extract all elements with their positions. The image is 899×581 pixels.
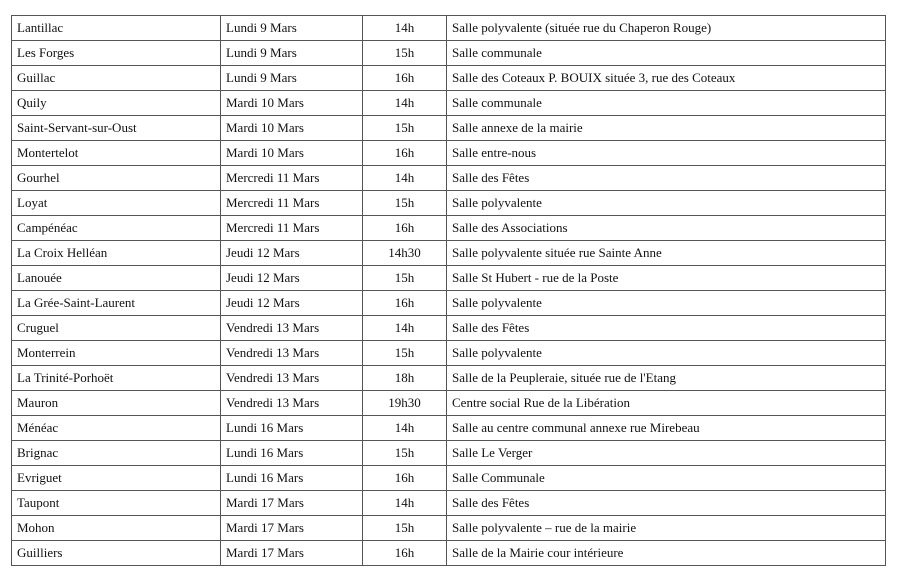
time-cell: 14h30 [363,241,447,266]
time-cell: 15h [363,341,447,366]
table-row [12,441,886,466]
commune-cell: Guilliers [12,541,221,566]
date-cell: Mercredi 11 Mars [221,216,363,241]
commune-cell: La Trinité-Porhoët [12,366,221,391]
commune-cell: Mohon [12,516,221,541]
table-row [12,366,886,391]
date-cell: Lundi 9 Mars [221,16,363,41]
date-cell: Mardi 10 Mars [221,116,363,141]
place-cell: Salle polyvalente [447,341,886,366]
time-cell: 14h [363,91,447,116]
table-row [12,216,886,241]
table-row [12,16,886,41]
table-row [12,91,886,116]
place-cell: Salle polyvalente située rue Sainte Anne [447,241,886,266]
commune-cell: Campénéac [12,216,221,241]
date-cell: Vendredi 13 Mars [221,316,363,341]
table-row [12,191,886,216]
time-cell: 14h [363,316,447,341]
document-page [11,15,886,566]
place-cell: Salle des Associations [447,216,886,241]
table-row [12,241,886,266]
commune-cell: La Croix Helléan [12,241,221,266]
date-cell: Jeudi 12 Mars [221,241,363,266]
date-cell: Lundi 16 Mars [221,466,363,491]
meetings-table-body [12,16,886,566]
place-cell: Salle polyvalente – rue de la mairie [447,516,886,541]
date-cell: Mardi 10 Mars [221,91,363,116]
commune-cell: Guillac [12,66,221,91]
table-row [12,141,886,166]
table-row [12,41,886,66]
time-cell: 16h [363,291,447,316]
table-row [12,291,886,316]
date-cell: Mardi 17 Mars [221,491,363,516]
time-cell: 14h [363,491,447,516]
date-cell: Vendredi 13 Mars [221,366,363,391]
date-cell: Mercredi 11 Mars [221,191,363,216]
place-cell: Salle St Hubert - rue de la Poste [447,266,886,291]
date-cell: Jeudi 12 Mars [221,266,363,291]
place-cell: Salle polyvalente [447,291,886,316]
date-cell: Lundi 16 Mars [221,441,363,466]
place-cell: Salle entre-nous [447,141,886,166]
place-cell: Salle polyvalente [447,191,886,216]
time-cell: 16h [363,141,447,166]
time-cell: 18h [363,366,447,391]
time-cell: 15h [363,516,447,541]
date-cell: Vendredi 13 Mars [221,391,363,416]
commune-cell: La Grée-Saint-Laurent [12,291,221,316]
time-cell: 16h [363,466,447,491]
table-row [12,416,886,441]
time-cell: 16h [363,216,447,241]
date-cell: Mardi 10 Mars [221,141,363,166]
commune-cell: Saint-Servant-sur-Oust [12,116,221,141]
date-cell: Jeudi 12 Mars [221,291,363,316]
time-cell: 16h [363,66,447,91]
place-cell: Salle des Fêtes [447,166,886,191]
commune-cell: Gourhel [12,166,221,191]
commune-cell: Lantillac [12,16,221,41]
time-cell: 15h [363,441,447,466]
time-cell: 15h [363,191,447,216]
time-cell: 16h [363,541,447,566]
commune-cell: Monterrein [12,341,221,366]
commune-cell: Lanouée [12,266,221,291]
time-cell: 14h [363,416,447,441]
place-cell: Centre social Rue de la Libération [447,391,886,416]
date-cell: Mardi 17 Mars [221,541,363,566]
place-cell: Salle de la Mairie cour intérieure [447,541,886,566]
place-cell: Salle Le Verger [447,441,886,466]
time-cell: 15h [363,41,447,66]
table-row [12,66,886,91]
place-cell: Salle des Fêtes [447,316,886,341]
place-cell: Salle communale [447,91,886,116]
table-row [12,516,886,541]
table-row [12,391,886,416]
commune-cell: Les Forges [12,41,221,66]
place-cell: Salle annexe de la mairie [447,116,886,141]
table-row [12,116,886,141]
commune-cell: Quily [12,91,221,116]
date-cell: Vendredi 13 Mars [221,341,363,366]
table-row [12,266,886,291]
table-row [12,541,886,566]
date-cell: Lundi 9 Mars [221,66,363,91]
time-cell: 15h [363,266,447,291]
place-cell: Salle de la Peupleraie, située rue de l'Etang [447,366,886,391]
time-cell: 14h [363,166,447,191]
commune-cell: Evriguet [12,466,221,491]
place-cell: Salle des Coteaux P. BOUIX située 3, rue des Coteaux [447,66,886,91]
table-row [12,491,886,516]
date-cell: Mercredi 11 Mars [221,166,363,191]
commune-cell: Taupont [12,491,221,516]
date-cell: Mardi 17 Mars [221,516,363,541]
time-cell: 15h [363,116,447,141]
commune-cell: Brignac [12,441,221,466]
place-cell: Salle des Fêtes [447,491,886,516]
commune-cell: Cruguel [12,316,221,341]
place-cell: Salle polyvalente (située rue du Chaperon Rouge) [447,16,886,41]
table-row [12,166,886,191]
commune-cell: Loyat [12,191,221,216]
place-cell: Salle Communale [447,466,886,491]
time-cell: 14h [363,16,447,41]
table-row [12,466,886,491]
place-cell: Salle communale [447,41,886,66]
date-cell: Lundi 9 Mars [221,41,363,66]
table-row [12,341,886,366]
table-row [12,316,886,341]
place-cell: Salle au centre communal annexe rue Mirebeau [447,416,886,441]
time-cell: 19h30 [363,391,447,416]
commune-cell: Montertelot [12,141,221,166]
commune-cell: Ménéac [12,416,221,441]
meetings-table [11,15,886,566]
date-cell: Lundi 16 Mars [221,416,363,441]
commune-cell: Mauron [12,391,221,416]
